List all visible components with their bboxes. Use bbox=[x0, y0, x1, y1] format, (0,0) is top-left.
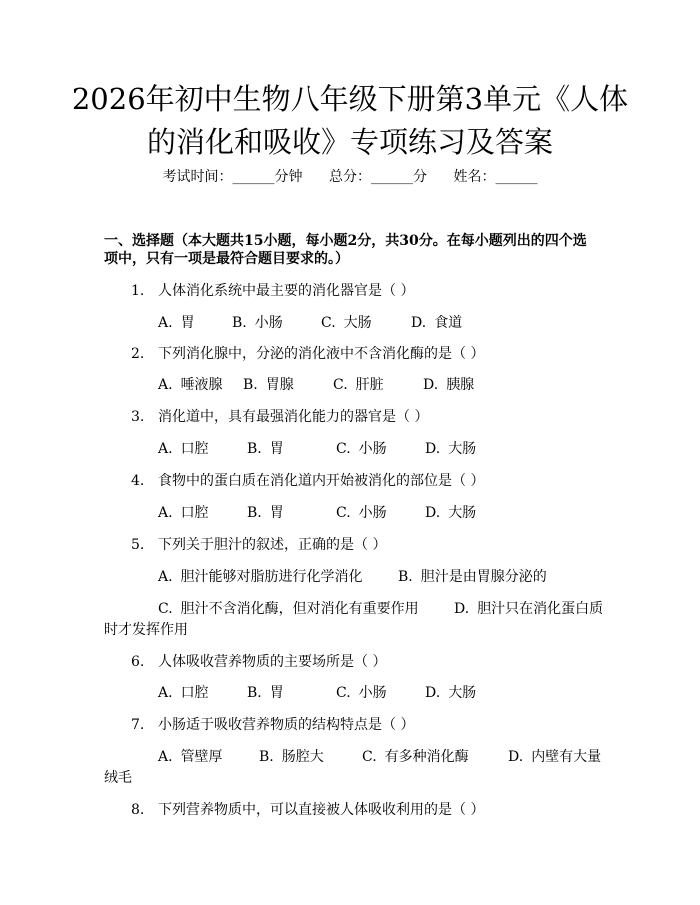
question-number: 5. bbox=[131, 537, 145, 553]
option-text: 胆汁能够对脂肪进行化学消化 bbox=[180, 569, 363, 585]
question-number: 4. bbox=[131, 473, 145, 489]
question-stem: 食物中的蛋白质在消化道内开始被消化的部位是（ ） bbox=[158, 473, 485, 489]
option-text: 大肠 bbox=[343, 315, 372, 331]
option-text: 胃 bbox=[180, 315, 195, 331]
section-title-line-2: 项中，只有一项是最符合题目要求的。） bbox=[104, 251, 349, 267]
question-3 bbox=[131, 406, 428, 428]
option-letter: A. bbox=[158, 441, 173, 457]
exam-name: 姓名：______ bbox=[453, 169, 538, 185]
option-text: 胃 bbox=[269, 441, 284, 457]
option-a bbox=[158, 312, 195, 334]
option-text: 胆汁不含消化酶，但对消化有重要作用 bbox=[180, 601, 419, 617]
question-number: 2. bbox=[131, 346, 145, 362]
option-letter: C. bbox=[362, 749, 377, 765]
option-d bbox=[425, 438, 476, 460]
question-stem: 人体吸收营养物质的主要场所是（ ） bbox=[158, 654, 387, 670]
option-letter: B. bbox=[247, 685, 262, 701]
question-number: 3. bbox=[131, 409, 145, 425]
option-a bbox=[158, 438, 209, 460]
option-d bbox=[411, 312, 462, 334]
option-letter: C. bbox=[321, 315, 336, 331]
option-letter: B. bbox=[232, 315, 247, 331]
question-number: 6. bbox=[131, 654, 145, 670]
option-d bbox=[425, 682, 476, 704]
option-text: 小肠 bbox=[254, 315, 283, 331]
option-b bbox=[243, 374, 294, 396]
option-c bbox=[333, 374, 384, 396]
question-number: 1. bbox=[131, 283, 145, 299]
option-a bbox=[158, 374, 223, 396]
question-stem: 下列营养物质中，可以直接被人体吸收利用的是（ ） bbox=[158, 802, 485, 818]
option-letter: A. bbox=[158, 377, 173, 393]
question-number: 8. bbox=[131, 802, 145, 818]
option-text: 食道 bbox=[434, 315, 463, 331]
exam-score: 总分：______分 bbox=[329, 169, 427, 185]
question-stem: 人体消化系统中最主要的消化器官是（ ） bbox=[158, 283, 415, 299]
section-title-line-1: 一、选择题（本大题共15小题，每小题2分，共30分。在每小题列出的四个选 bbox=[104, 233, 587, 249]
option-text: 小肠 bbox=[358, 505, 387, 521]
option-letter: D. bbox=[423, 377, 439, 393]
option-d bbox=[425, 502, 476, 524]
option-c bbox=[158, 598, 419, 620]
option-b bbox=[232, 312, 283, 334]
option-text: 内壁有大量 bbox=[531, 749, 602, 765]
option-text: 唾液腺 bbox=[180, 377, 223, 393]
question-8 bbox=[131, 799, 484, 821]
option-letter: D. bbox=[411, 315, 427, 331]
option-text: 大肠 bbox=[448, 685, 477, 701]
option-b bbox=[259, 746, 324, 768]
question-stem: 下列消化腺中，分泌的消化液中不含消化酶的是（ ） bbox=[158, 346, 485, 362]
option-letter: B. bbox=[243, 377, 258, 393]
option-letter: B. bbox=[247, 441, 262, 457]
option-a bbox=[158, 682, 209, 704]
option-text: 有多种消化酶 bbox=[384, 749, 469, 765]
option-text: 口腔 bbox=[180, 441, 209, 457]
option-text: 肠腔大 bbox=[281, 749, 324, 765]
option-text: 小肠 bbox=[358, 685, 387, 701]
exam-time: 考试时间：______分钟 bbox=[162, 169, 303, 185]
question-2 bbox=[131, 343, 484, 365]
option-c bbox=[336, 438, 387, 460]
option-text: 胆汁只在消化蛋白质 bbox=[477, 601, 604, 617]
option-letter: D. bbox=[508, 749, 524, 765]
page-title-line-2: 的消化和吸收》专项练习及答案 bbox=[146, 125, 553, 159]
option-letter: A. bbox=[158, 685, 173, 701]
option-text: 肝脏 bbox=[355, 377, 384, 393]
option-text: 胰腺 bbox=[446, 377, 475, 393]
option-a bbox=[158, 502, 209, 524]
option-letter: D. bbox=[425, 441, 441, 457]
option-c bbox=[336, 502, 387, 524]
question-stem: 消化道中，具有最强消化能力的器官是（ ） bbox=[158, 409, 429, 425]
option-text: 胃 bbox=[269, 685, 284, 701]
option-letter: C. bbox=[333, 377, 348, 393]
option-letter: C. bbox=[158, 601, 173, 617]
option-letter: B. bbox=[398, 569, 413, 585]
option-d bbox=[423, 374, 474, 396]
option-letter: B. bbox=[259, 749, 274, 765]
question-stem: 下列关于胆汁的叙述，正确的是（ ） bbox=[158, 537, 387, 553]
exam-info bbox=[0, 166, 700, 188]
option-text: 胃腺 bbox=[265, 377, 294, 393]
option-letter: A. bbox=[158, 749, 173, 765]
option-d bbox=[454, 598, 603, 620]
question-number: 7. bbox=[131, 717, 145, 733]
question-stem: 小肠适于吸收营养物质的结构特点是（ ） bbox=[158, 717, 415, 733]
option-text: 胆汁是由胃腺分泌的 bbox=[420, 569, 547, 585]
option-b bbox=[247, 682, 284, 704]
option-text: 大肠 bbox=[448, 441, 477, 457]
option-letter: A. bbox=[158, 315, 173, 331]
option-letter: D. bbox=[454, 601, 470, 617]
option-letter: A. bbox=[158, 505, 173, 521]
page-title-line-1: 2026年初中生物八年级下册第3单元《人体 bbox=[71, 82, 629, 116]
option-letter: A. bbox=[158, 569, 173, 585]
option-b bbox=[247, 502, 284, 524]
option-text: 大肠 bbox=[448, 505, 477, 521]
option-a bbox=[158, 746, 223, 768]
option-text: 胃 bbox=[269, 505, 284, 521]
option-b bbox=[398, 566, 547, 588]
option-text: 口腔 bbox=[180, 505, 209, 521]
option-b bbox=[247, 438, 284, 460]
option-c bbox=[336, 682, 387, 704]
question-1 bbox=[131, 280, 414, 302]
option-letter: B. bbox=[247, 505, 262, 521]
question-4 bbox=[131, 470, 484, 492]
option-c bbox=[321, 312, 372, 334]
question-5 bbox=[131, 534, 386, 556]
question-6 bbox=[131, 651, 386, 673]
option-letter: C. bbox=[336, 441, 351, 457]
option-letter: C. bbox=[336, 505, 351, 521]
option-text: 管壁厚 bbox=[180, 749, 223, 765]
option-letter: D. bbox=[425, 505, 441, 521]
option-letter: C. bbox=[336, 685, 351, 701]
option-letter: D. bbox=[425, 685, 441, 701]
option-text: 小肠 bbox=[358, 441, 387, 457]
option-d-continuation: 绒毛 bbox=[104, 770, 132, 786]
option-c bbox=[362, 746, 469, 768]
option-text: 口腔 bbox=[180, 685, 209, 701]
option-d-continuation: 时才发挥作用 bbox=[104, 622, 188, 638]
option-a bbox=[158, 566, 363, 588]
option-d bbox=[508, 746, 601, 768]
question-7 bbox=[131, 714, 414, 736]
